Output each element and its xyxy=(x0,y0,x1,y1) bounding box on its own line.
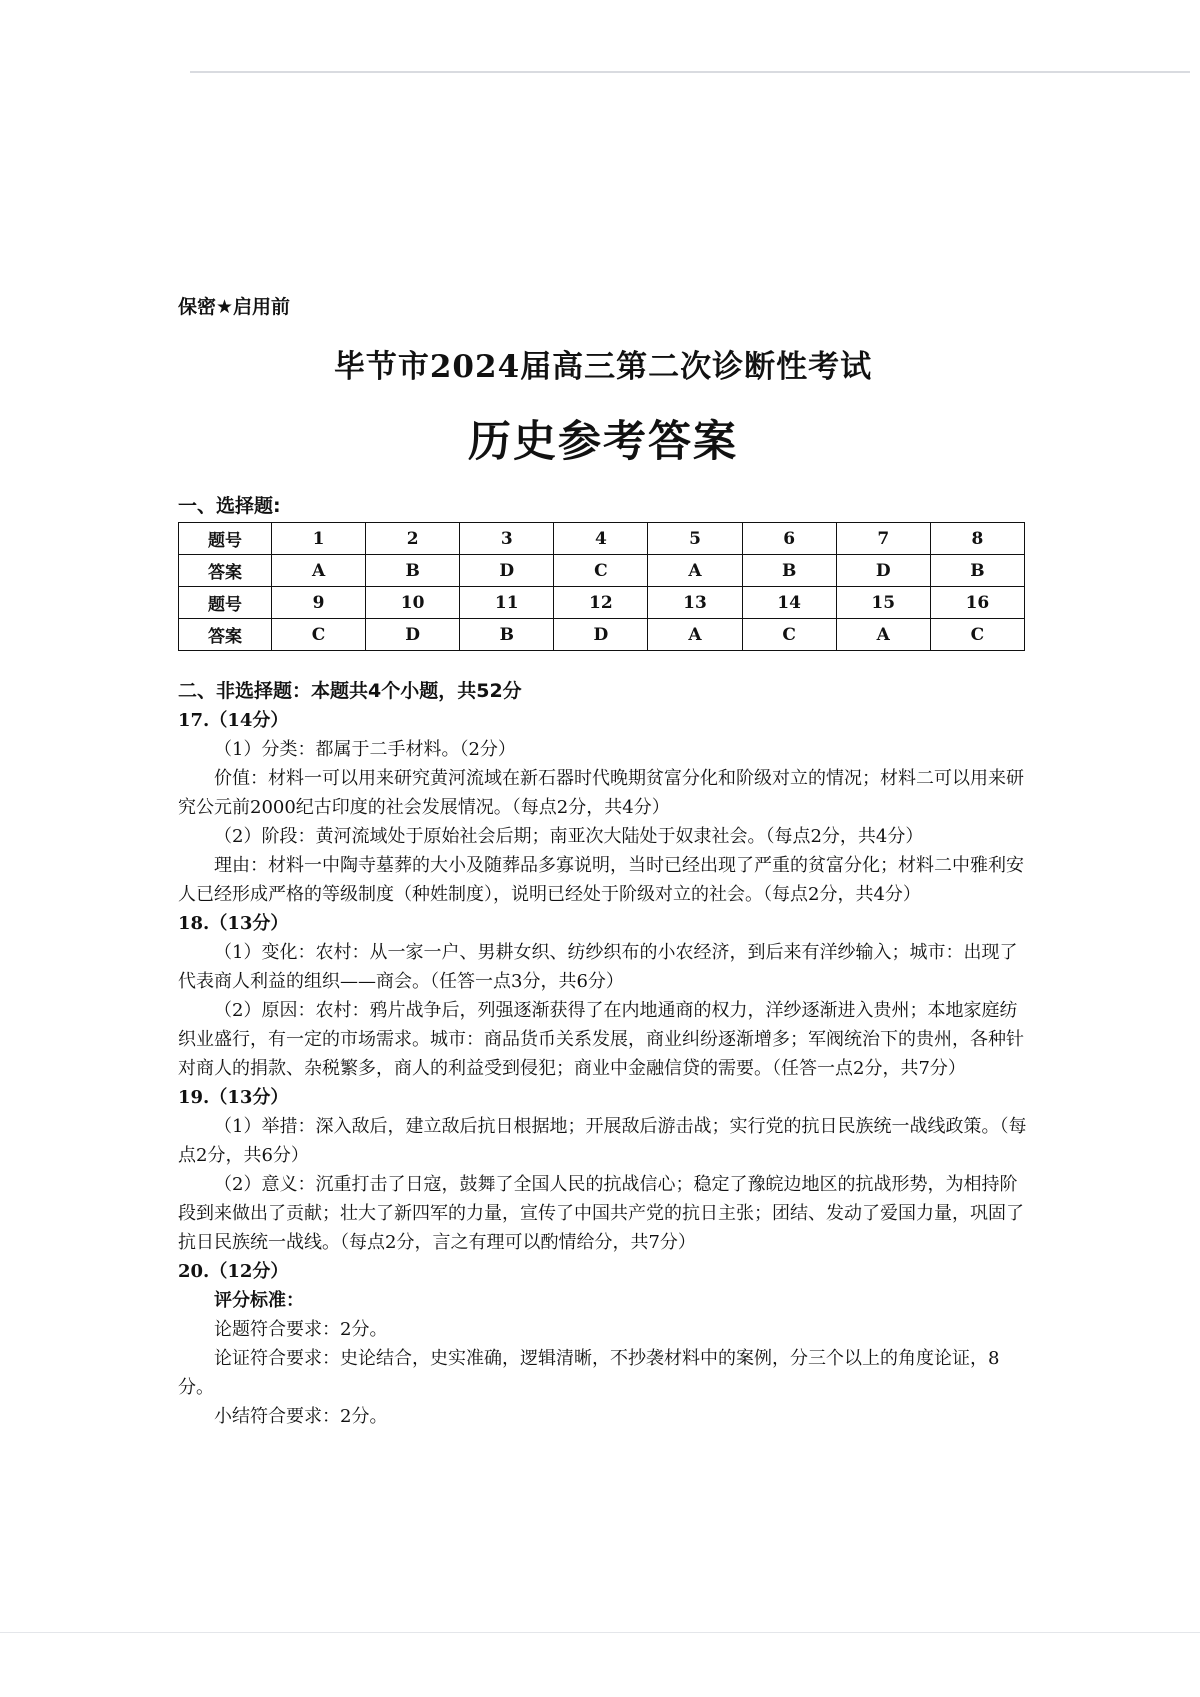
answer-paragraph: 论证符合要求：史论结合，史实准确，逻辑清晰，不抄袭材料中的案例，分三个以上的角度论证，8分。 xyxy=(178,1348,1000,1398)
table-cell: 2 xyxy=(366,523,460,555)
table-cell: A xyxy=(648,555,742,587)
page-subtitle: 历史参考答案 xyxy=(468,417,738,467)
table-cell: B xyxy=(742,555,836,587)
question-heading: 19.（13分） xyxy=(178,1087,289,1108)
row-label: 答案 xyxy=(179,555,272,587)
table-cell: D xyxy=(836,555,930,587)
table-cell: 10 xyxy=(366,587,460,619)
table-row xyxy=(179,555,1025,587)
table-cell: 9 xyxy=(272,587,366,619)
table-cell: C xyxy=(930,619,1024,651)
question-18 xyxy=(178,909,1028,1083)
table-cell: B xyxy=(366,555,460,587)
answer-paragraph: （1）分类：都属于二手材料。（2分） xyxy=(214,739,516,760)
table-cell: B xyxy=(460,619,554,651)
question-20 xyxy=(178,1257,1028,1431)
top-scan-edge xyxy=(190,71,1190,73)
table-row xyxy=(179,619,1025,651)
scoring-criteria-heading: 评分标准： xyxy=(214,1290,304,1311)
table-cell: D xyxy=(366,619,460,651)
question-17 xyxy=(178,706,1028,909)
table-cell: 15 xyxy=(836,587,930,619)
row-label: 答案 xyxy=(179,619,272,651)
answer-paragraph: （1）变化：农村：从一家一户、男耕女织、纺纱织布的小农经济，到后来有洋纱输入；城市：出现了代表商人利益的组织——商会。（任答一点3分，共6分） xyxy=(178,942,1018,992)
answer-paragraph: 价值：材料一可以用来研究黄河流域在新石器时代晚期贫富分化和阶级对立的情况；材料二可以用来研究公元前2000纪古印度的社会发展情况。（每点2分，共4分） xyxy=(178,768,1024,818)
table-cell: 4 xyxy=(554,523,648,555)
table-cell: 11 xyxy=(460,587,554,619)
section-heading-choice: 一、选择题: xyxy=(178,495,281,517)
answer-paragraph: （2）原因：农村：鸦片战争后，列强逐渐获得了在内地通商的权力，洋纱逐渐进入贵州；本地家庭纺织业盛行，有一定的市场需求。城市：商品货币关系发展，商业纠纷逐渐增多；军阀统治下的贵州，各种针对商人的捐款、杂税繁多，商人的利益受到侵犯；商业中金融信贷的需要。（任答一点2分，共7分） xyxy=(178,1000,1024,1079)
row-label: 题号 xyxy=(179,587,272,619)
table-cell: 5 xyxy=(648,523,742,555)
answer-paragraph: 理由：材料一中陶寺墓葬的大小及随葬品多寡说明，当时已经出现了严重的贫富分化；材料二中雅利安人已经形成严格的等级制度（种姓制度），说明已经处于阶级对立的社会。（每点2分，共4分） xyxy=(178,855,1024,905)
answer-paragraph: （2）阶段：黄河流域处于原始社会后期；南亚次大陆处于奴隶社会。（每点2分，共4分） xyxy=(214,826,924,847)
table-cell: 6 xyxy=(742,523,836,555)
answer-sheet xyxy=(178,292,1028,1431)
table-row xyxy=(179,587,1025,619)
table-cell: A xyxy=(836,619,930,651)
confidential-notice: 保密★启用前 xyxy=(178,296,291,318)
page-title: 毕节市2024届高三第二次诊断性考试 xyxy=(333,349,873,385)
table-cell: 12 xyxy=(554,587,648,619)
table-cell: C xyxy=(272,619,366,651)
table-cell: 13 xyxy=(648,587,742,619)
table-cell: 7 xyxy=(836,523,930,555)
table-cell: A xyxy=(648,619,742,651)
table-cell: C xyxy=(742,619,836,651)
table-cell: B xyxy=(930,555,1024,587)
table-cell: C xyxy=(554,555,648,587)
answer-table xyxy=(178,522,1025,651)
table-cell: 16 xyxy=(930,587,1024,619)
table-cell: D xyxy=(460,555,554,587)
table-cell: 3 xyxy=(460,523,554,555)
table-cell: 8 xyxy=(930,523,1024,555)
bottom-scan-edge xyxy=(0,1632,1200,1633)
answer-paragraph: （1）举措：深入敌后，建立敌后抗日根据地；开展敌后游击战；实行党的抗日民族统一战线政策。（每点2分，共6分） xyxy=(178,1116,1027,1166)
table-cell: A xyxy=(272,555,366,587)
question-heading: 17.（14分） xyxy=(178,710,289,731)
answer-paragraph: 论题符合要求：2分。 xyxy=(214,1319,388,1340)
question-19 xyxy=(178,1083,1028,1257)
row-label: 题号 xyxy=(179,523,272,555)
question-heading: 18.（13分） xyxy=(178,913,289,934)
section-heading-nonchoice: 二、非选择题：本题共4个小题，共52分 xyxy=(178,680,522,702)
table-row xyxy=(179,523,1025,555)
answer-paragraph: 小结符合要求：2分。 xyxy=(214,1406,388,1427)
answer-paragraph: （2）意义：沉重打击了日寇，鼓舞了全国人民的抗战信心；稳定了豫皖边地区的抗战形势，为相持阶段到来做出了贡献；壮大了新四军的力量，宣传了中国共产党的抗日主张；团结、发动了爱国力量，巩固了抗日民族统一战线。（每点2分，言之有理可以酌情给分，共7分） xyxy=(178,1174,1024,1253)
table-cell: 1 xyxy=(272,523,366,555)
table-cell: D xyxy=(554,619,648,651)
question-heading: 20.（12分） xyxy=(178,1261,289,1282)
table-cell: 14 xyxy=(742,587,836,619)
